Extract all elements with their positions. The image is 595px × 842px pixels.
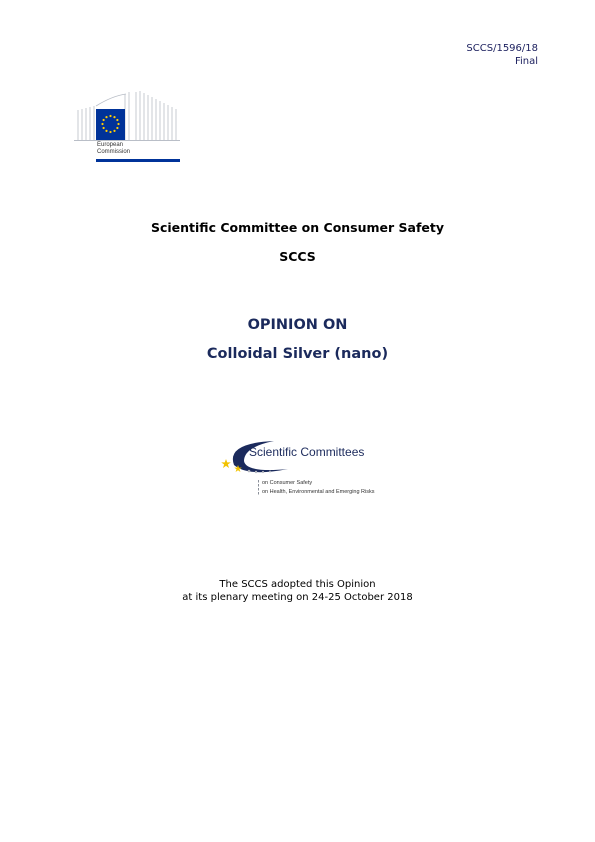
committee-abbreviation: SCCS <box>279 249 316 264</box>
sc-consumer-safety-line: on Consumer Safety <box>262 480 313 486</box>
document-status: Final <box>514 56 538 67</box>
adoption-statement <box>0 578 595 604</box>
european-commission-wordmark: European Commission <box>97 142 131 155</box>
opinion-subject: Colloidal Silver (nano) <box>206 346 389 362</box>
adoption-line-1: The SCCS adopted this Opinion <box>219 579 376 590</box>
document-reference <box>466 42 538 68</box>
adoption-line-2: at its plenary meeting on 24-25 October 2018 <box>182 592 413 603</box>
sc-health-risks-line: on Health, Environmental and Emerging Risks <box>262 489 375 495</box>
scientific-committees-title: Scientific Committees <box>249 445 365 459</box>
opinion-heading: OPINION ON <box>247 317 348 333</box>
committee-name: Scientific Committee on Consumer Safety <box>150 220 445 235</box>
reference-number: SCCS/1596/18 <box>466 43 538 54</box>
